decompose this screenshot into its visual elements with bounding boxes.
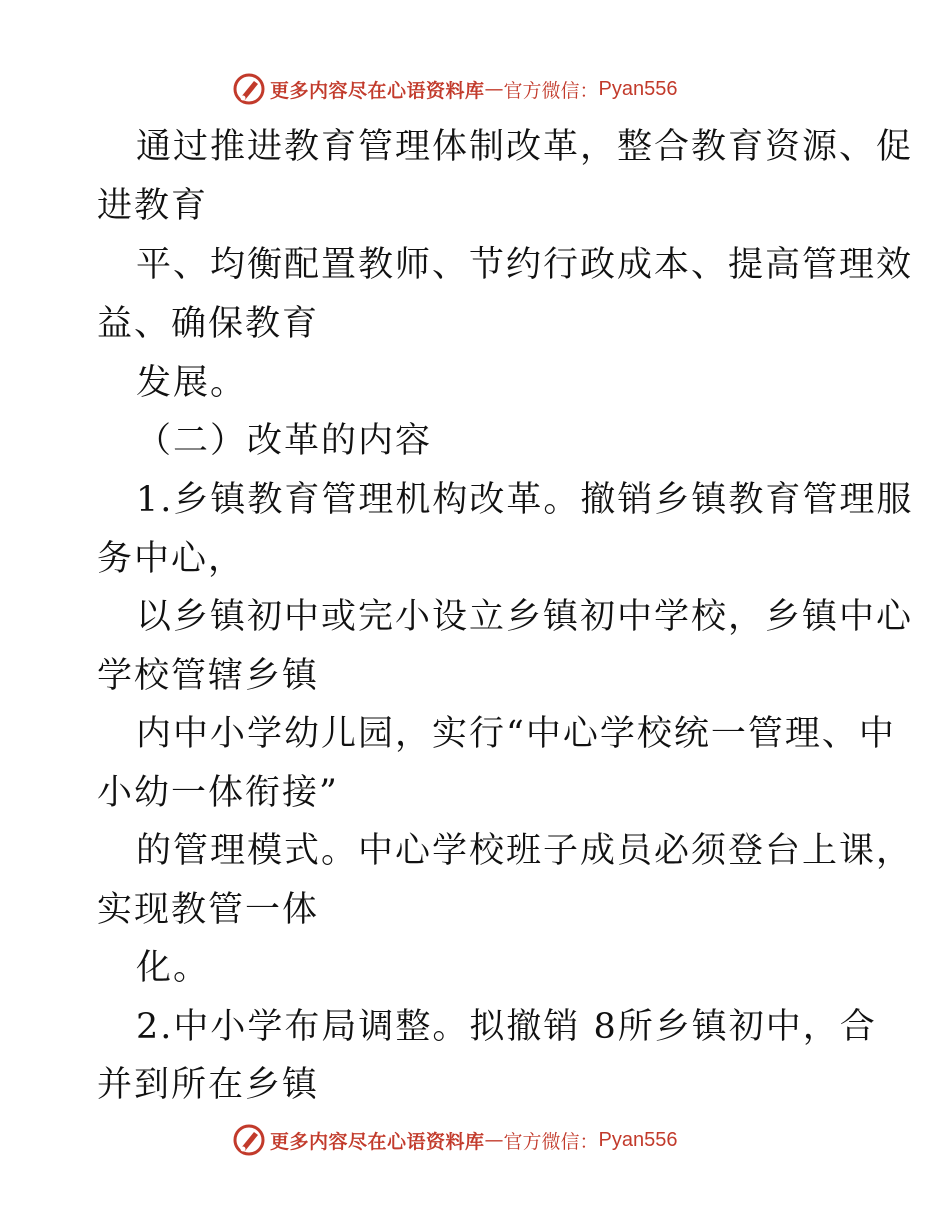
body-line: 发展。: [136, 363, 248, 403]
body-line: 实现教管一体: [97, 890, 320, 930]
footer-watermark: [232, 1123, 678, 1157]
body-line: 通过推进教育管理体制改革，整合教育资源、促: [136, 127, 914, 167]
body-line: 进教育: [97, 186, 209, 226]
body-line: 2.中小学布局调整。拟撤销 8所乡镇初中，合: [136, 1007, 877, 1047]
section-heading: （二）改革的内容: [136, 421, 433, 461]
body-line: 学校管辖乡镇: [97, 656, 320, 696]
watermark-wechat-label: 官方微信：: [503, 1130, 599, 1153]
body-line: 1.乡镇教育管理机构改革。撤销乡镇教育管理服: [136, 480, 914, 520]
body-line: 的管理模式。中心学校班子成员必须登台上课，: [136, 831, 914, 871]
body-line: 平、均衡配置教师、节约行政成本、提高管理效: [136, 245, 914, 285]
watermark-wechat-id: Pyan556: [598, 1128, 678, 1151]
watermark-wechat-label: 官方微信：: [503, 79, 599, 102]
watermark-dash: —: [484, 78, 504, 100]
body-line: 以乡镇初中或完小设立乡镇初中学校，乡镇中心: [136, 597, 914, 637]
watermark-brand: 更多内容尽在心语资料库: [270, 1130, 485, 1153]
body-line: 并到所在乡镇: [97, 1065, 320, 1105]
watermark-brand: 更多内容尽在心语资料库: [270, 79, 485, 102]
body-line: 务中心，: [97, 539, 246, 579]
body-line: 小幼一体衔接”: [97, 773, 339, 813]
pen-logo-icon: [232, 1123, 266, 1157]
body-line: 化。: [136, 948, 211, 988]
header-watermark: [232, 72, 678, 106]
pen-logo-icon: [232, 72, 266, 106]
body-line: 益、确保教育: [97, 304, 320, 344]
watermark-dash: —: [484, 1129, 504, 1151]
body-line: 内中小学幼儿园，实行“中心学校统一管理、中: [136, 714, 896, 754]
watermark-wechat-id: Pyan556: [598, 77, 678, 100]
